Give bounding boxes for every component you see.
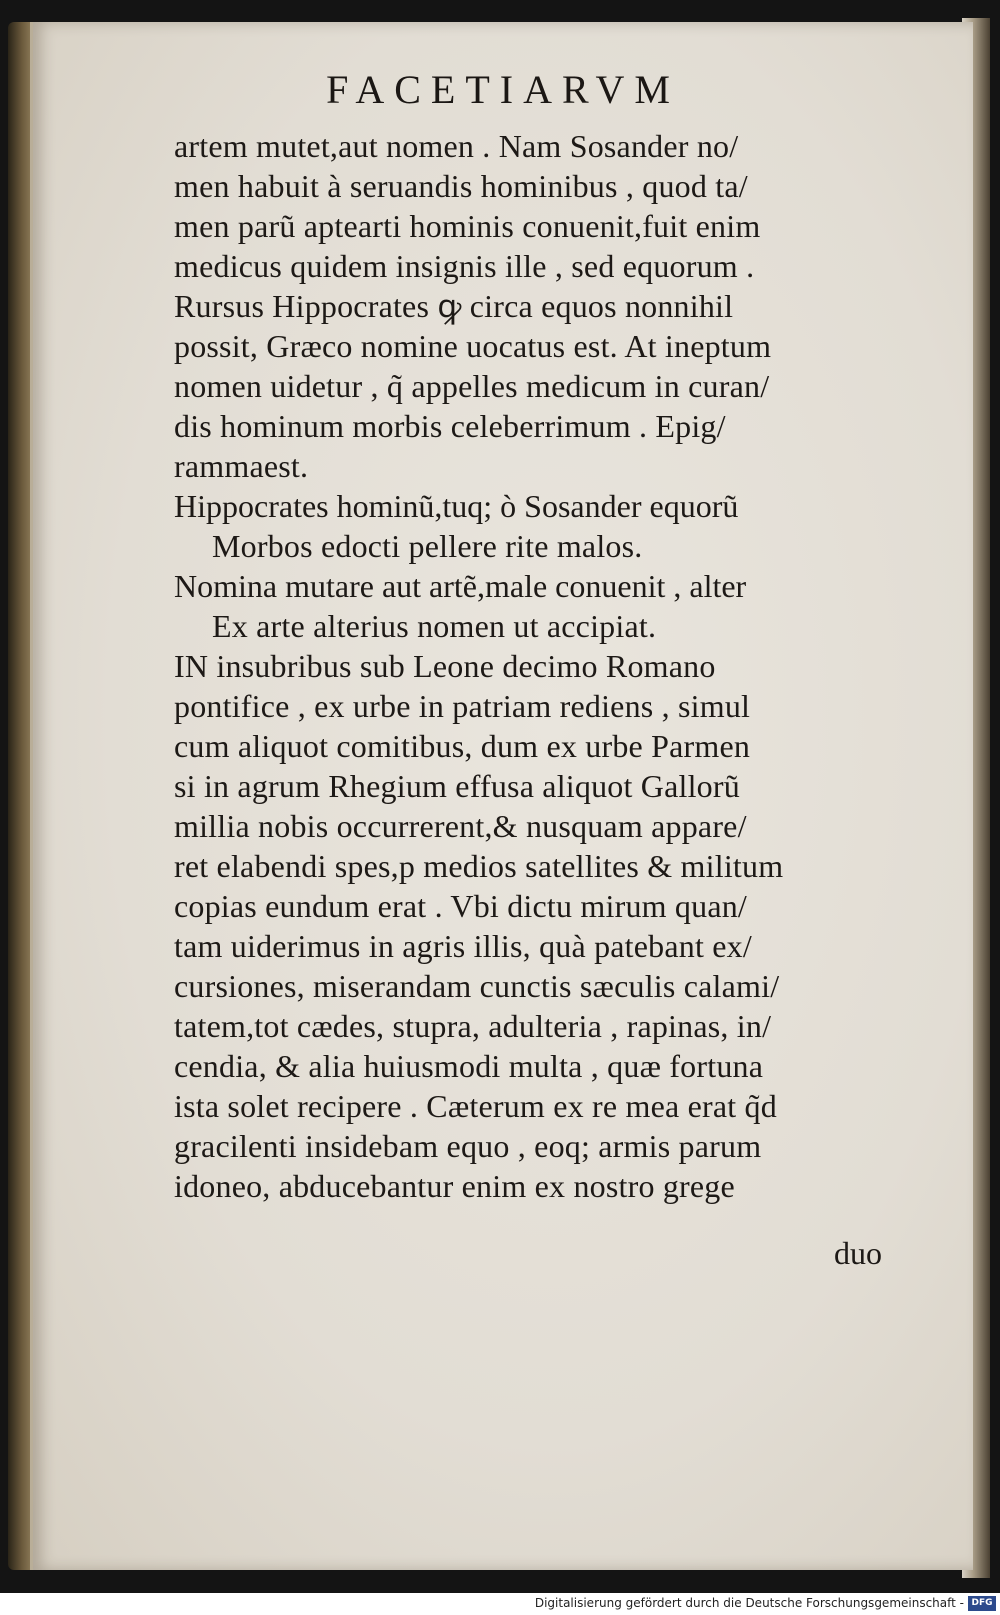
catchword: duo [834,1235,882,1271]
text-line: men parũ aptearti hominis conuenit,fuit enim [174,208,761,244]
text-line: dis hominum morbis celeberrimum . Epig/ [174,408,726,444]
text-line: millia nobis occurrerent,& nusquam appare/ [174,808,747,844]
text-line: possit, Græco nomine uocatus est. At ineptum [174,328,772,364]
text-line: rammaest. [174,448,309,484]
text-line: cendia, & alia huiusmodi multa , quæ fortuna [174,1048,764,1084]
text-line: ista solet recipere . Cæterum ex re mea erat q̃d [174,1088,777,1124]
text-line: cursiones, miserandam cunctis sæculis calami/ [174,968,780,1004]
verse-line: Nomina mutare aut artẽ,male conuenit , alter [174,568,747,604]
footer-bar [0,1593,1000,1615]
text-line: tatem,tot cædes, stupra, adulteria , rapinas, in/ [174,1008,772,1044]
body-text [174,126,934,1206]
text-line: gracilenti insidebam equo , eoq; armis parum [174,1128,762,1164]
running-header: FACETIARVM [326,67,680,112]
verse-line: Hippocrates hominũ,tuq; ò Sosander equorũ [174,488,739,524]
text-line: nomen uidetur , q̃ appelles medicum in curan/ [174,368,770,404]
text-line: Rursus Hippocrates ꝙ circa equos nonnihil [174,288,734,324]
verse-line: Ex arte alterius nomen ut accipiat. [212,608,657,644]
text-line: idoneo, abducebantur enim ex nostro grege [174,1168,735,1204]
text-line: men habuit à seruandis hominibus , quod ta/ [174,168,748,204]
text-line: cum aliquot comitibus, dum ex urbe Parmen [174,728,751,764]
text-line: pontifice , ex urbe in patriam rediens , simul [174,688,751,724]
text-line: si in agrum Rhegium effusa aliquot Gallorũ [174,768,740,804]
verse-line: Morbos edocti pellere rite malos. [212,528,643,564]
text-line: tam uiderimus in agris illis, quà patebant ex/ [174,928,752,964]
text-line: medicus quidem insignis ille , sed equorum . [174,248,755,284]
text-line: ret elabendi spes,p medios satellites & militum [174,848,784,884]
funding-credit: Digitalisierung gefördert durch die Deutsche Forschungsgemeinschaft - [534,1596,964,1610]
text-line: IN insubribus sub Leone decimo Romano [174,648,716,684]
text-line: copias eundum erat . Vbi dictu mirum quan/ [174,888,748,924]
text-line: artem mutet,aut nomen . Nam Sosander no/ [174,128,739,164]
dfg-logo: DFG [968,1596,996,1611]
